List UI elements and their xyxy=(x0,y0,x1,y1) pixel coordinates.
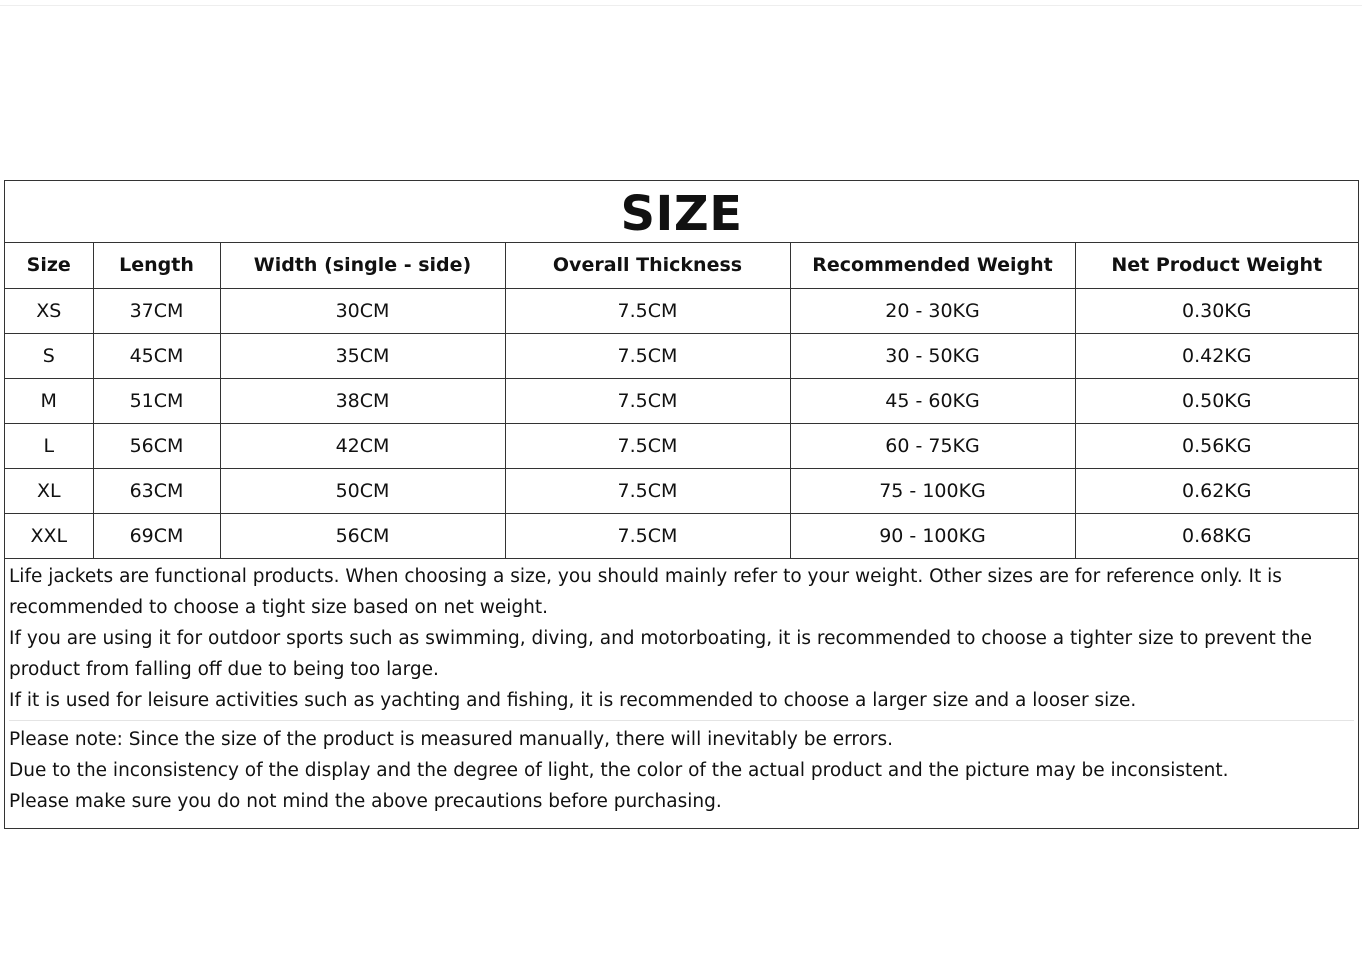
table-header-row xyxy=(5,243,1358,288)
table-row xyxy=(5,423,1358,468)
cell-recommended-weight: 30 - 50KG xyxy=(790,333,1075,378)
size-table xyxy=(5,243,1358,559)
cell-net-weight: 0.42KG xyxy=(1075,333,1358,378)
sizing-notes xyxy=(5,559,1358,817)
cell-length: 37CM xyxy=(93,288,220,333)
column-header-net-weight: Net Product Weight xyxy=(1075,243,1358,288)
precaution-line: Please note: Since the size of the product is measured manually, there will inevitably be errors. xyxy=(9,728,894,750)
size-chart xyxy=(4,180,1359,829)
cell-length: 45CM xyxy=(93,333,220,378)
cell-length: 69CM xyxy=(93,513,220,558)
cell-size: XS xyxy=(5,288,93,333)
table-row xyxy=(5,468,1358,513)
cell-recommended-weight: 60 - 75KG xyxy=(790,423,1075,468)
cell-length: 63CM xyxy=(93,468,220,513)
table-row xyxy=(5,378,1358,423)
cell-recommended-weight: 75 - 100KG xyxy=(790,468,1075,513)
cell-net-weight: 0.30KG xyxy=(1075,288,1358,333)
cell-thickness: 7.5CM xyxy=(505,333,790,378)
chart-title: SIZE xyxy=(5,181,1358,243)
note-line: Life jackets are functional products. When choosing a size, you should mainly refer to your weight. Other sizes are for reference only. It is recommended to choose a tight size based on net weight. xyxy=(9,565,1282,618)
cell-recommended-weight: 45 - 60KG xyxy=(790,378,1075,423)
cell-width: 30CM xyxy=(220,288,505,333)
top-divider xyxy=(0,5,1362,6)
cell-length: 56CM xyxy=(93,423,220,468)
cell-net-weight: 0.50KG xyxy=(1075,378,1358,423)
cell-width: 56CM xyxy=(220,513,505,558)
cell-size: M xyxy=(5,378,93,423)
cell-thickness: 7.5CM xyxy=(505,288,790,333)
cell-thickness: 7.5CM xyxy=(505,423,790,468)
column-header-width: Width (single - side) xyxy=(220,243,505,288)
table-row xyxy=(5,513,1358,558)
table-row xyxy=(5,333,1358,378)
cell-size: L xyxy=(5,423,93,468)
cell-size: XXL xyxy=(5,513,93,558)
cell-size: XL xyxy=(5,468,93,513)
cell-size: S xyxy=(5,333,93,378)
cell-recommended-weight: 90 - 100KG xyxy=(790,513,1075,558)
column-header-size: Size xyxy=(5,243,93,288)
precaution-line: Please make sure you do not mind the above precautions before purchasing. xyxy=(9,790,722,812)
cell-width: 42CM xyxy=(220,423,505,468)
column-header-length: Length xyxy=(93,243,220,288)
precaution-line: Due to the inconsistency of the display and the degree of light, the color of the actual product and the picture may be inconsistent. xyxy=(9,759,1229,781)
cell-width: 35CM xyxy=(220,333,505,378)
notes-divider xyxy=(9,720,1354,721)
column-header-recommended-weight: Recommended Weight xyxy=(790,243,1075,288)
cell-net-weight: 0.68KG xyxy=(1075,513,1358,558)
note-line: If it is used for leisure activities such as yachting and fishing, it is recommended to choose a larger size and a looser size. xyxy=(9,689,1137,711)
column-header-thickness: Overall Thickness xyxy=(505,243,790,288)
cell-thickness: 7.5CM xyxy=(505,513,790,558)
cell-net-weight: 0.56KG xyxy=(1075,423,1358,468)
cell-width: 50CM xyxy=(220,468,505,513)
table-row xyxy=(5,288,1358,333)
cell-recommended-weight: 20 - 30KG xyxy=(790,288,1075,333)
cell-width: 38CM xyxy=(220,378,505,423)
note-line: If you are using it for outdoor sports such as swimming, diving, and motorboating, it is recommended to choose a tighter size to prevent the product from falling off due to being too large. xyxy=(9,627,1313,680)
cell-length: 51CM xyxy=(93,378,220,423)
cell-thickness: 7.5CM xyxy=(505,468,790,513)
cell-thickness: 7.5CM xyxy=(505,378,790,423)
cell-net-weight: 0.62KG xyxy=(1075,468,1358,513)
